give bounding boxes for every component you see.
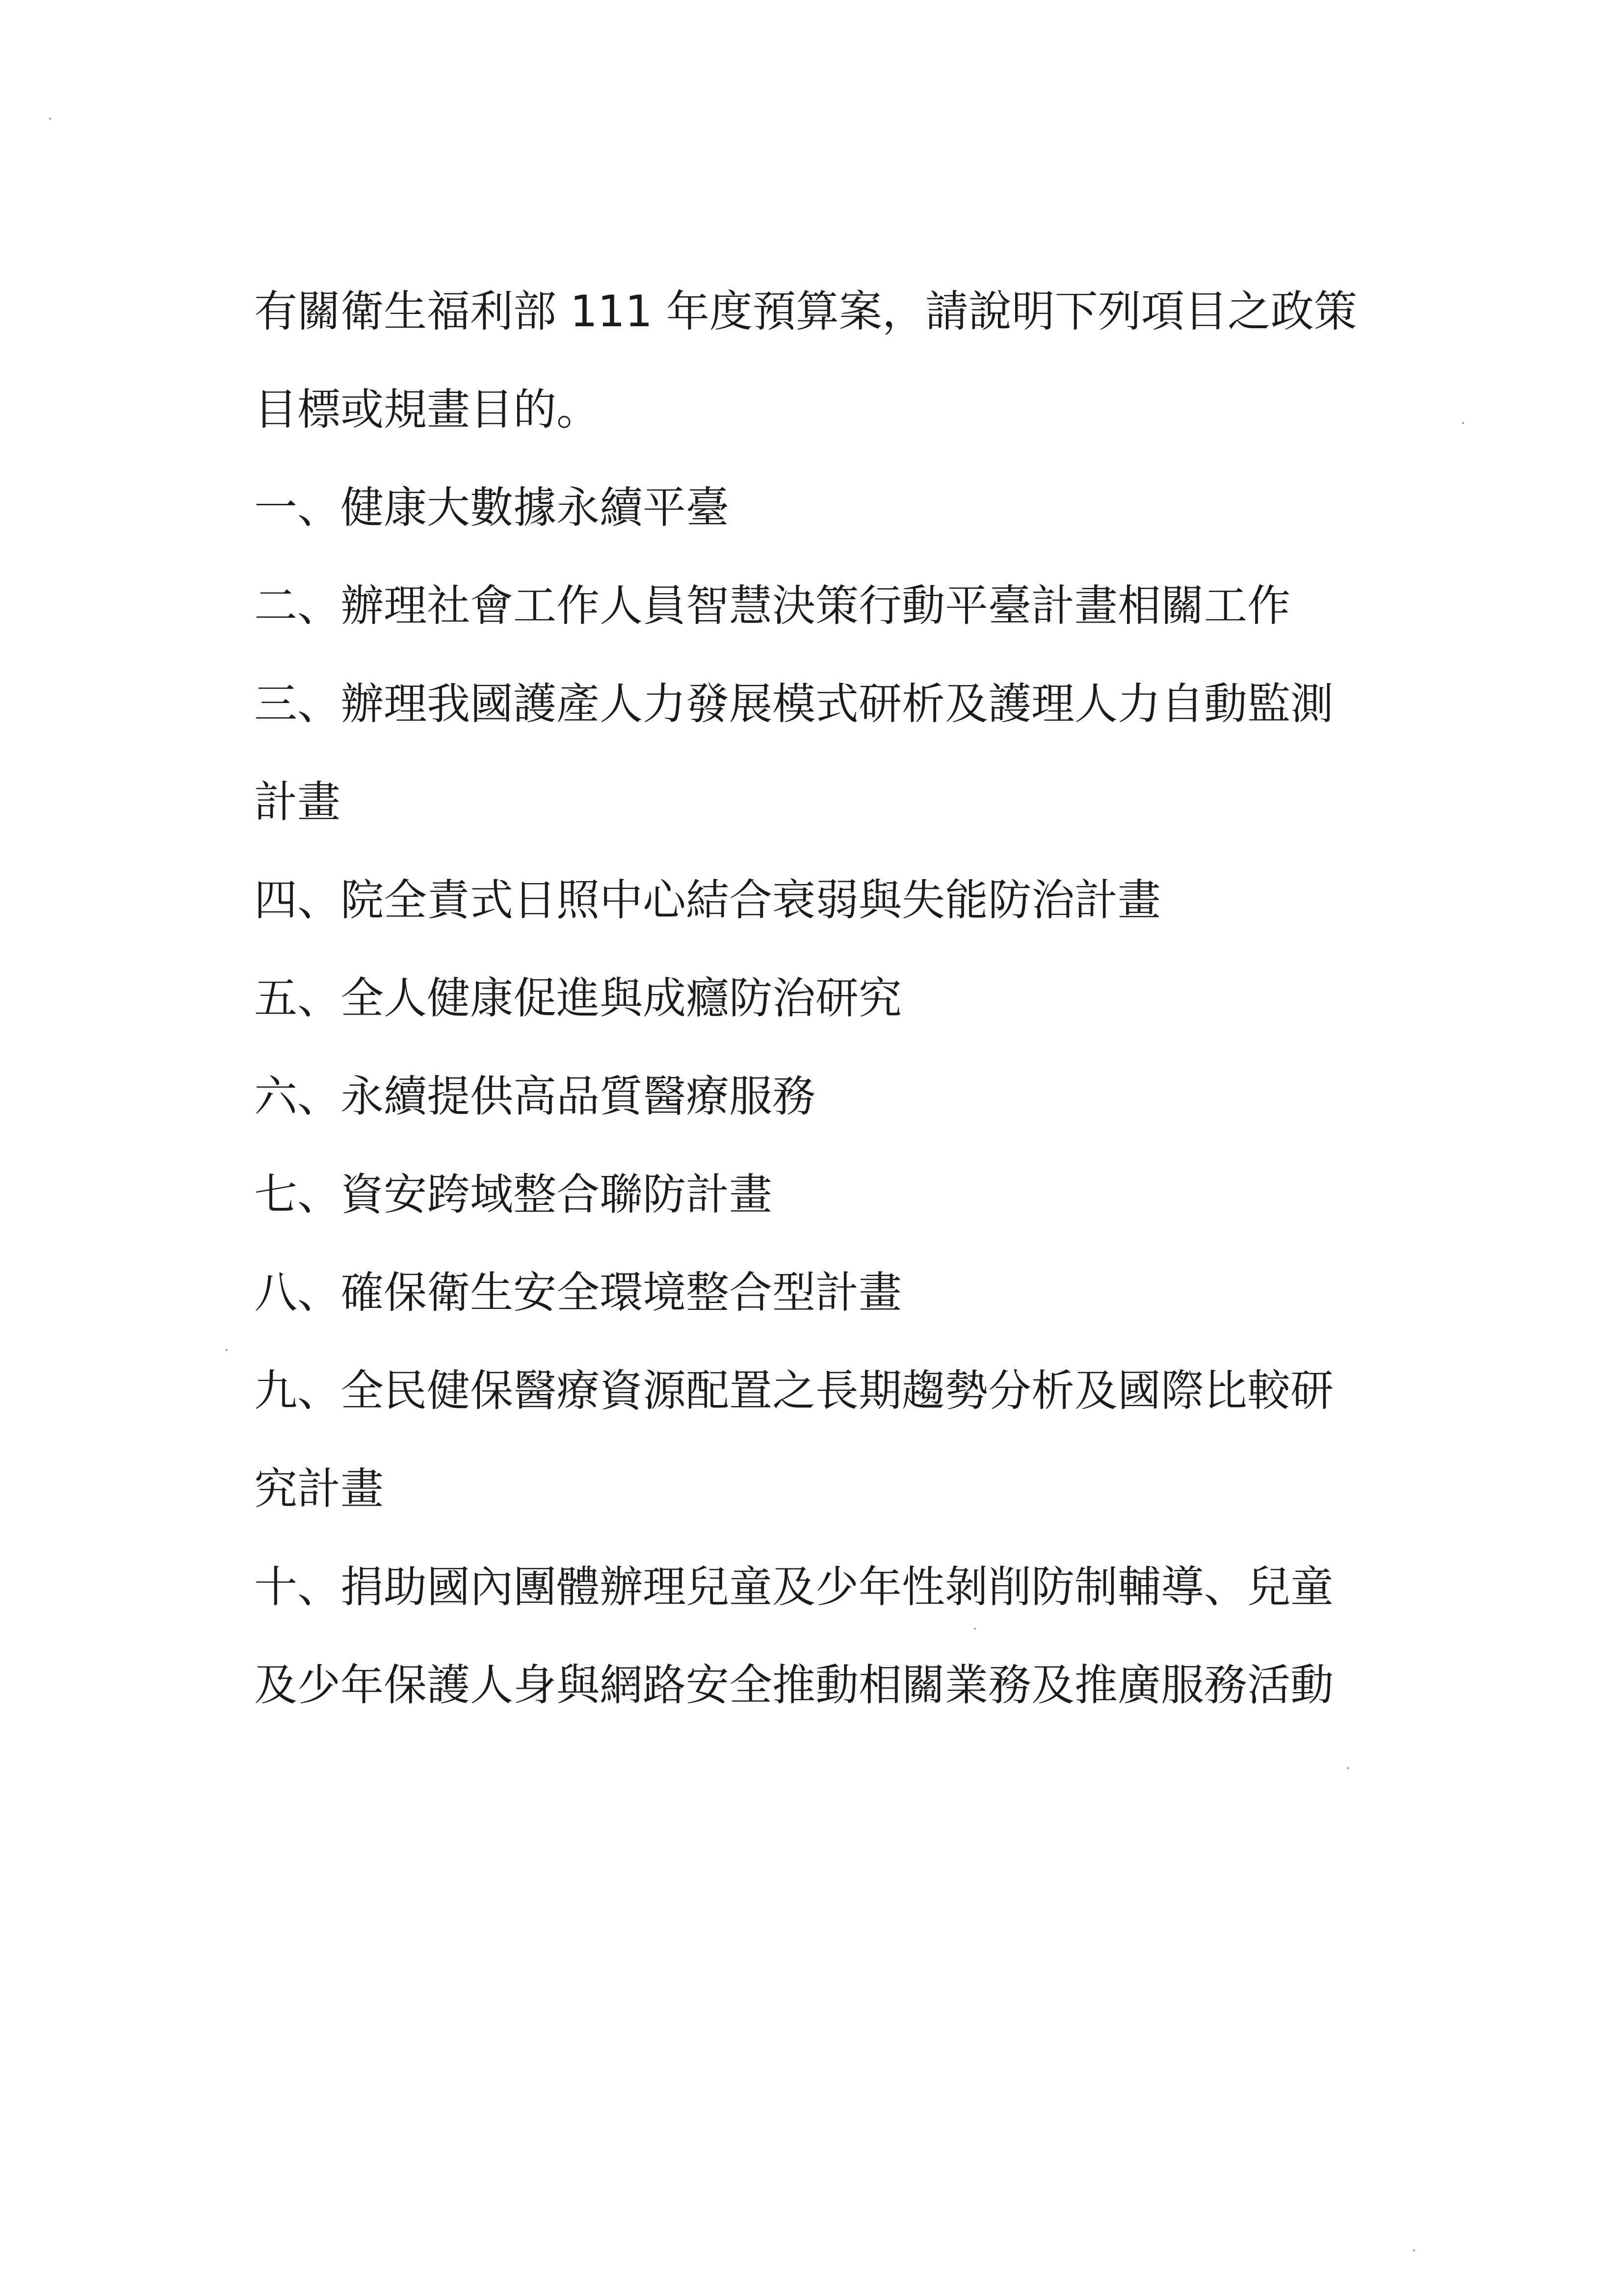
item-2: 二、辦理社會工作人員智慧決策行動平臺計畫相關工作 bbox=[254, 580, 1291, 631]
document-body bbox=[254, 287, 1397, 1759]
scan-speck bbox=[974, 1628, 976, 1630]
item-3-continued: 計畫 bbox=[254, 777, 341, 827]
item-10-continued: 及少年保護人身與網路安全推動相關業務及推廣服務活動 bbox=[254, 1660, 1334, 1710]
scan-speck bbox=[226, 1349, 228, 1351]
scan-speck bbox=[49, 118, 51, 120]
item-10: 十、捐助國內團體辦理兒童及少年性剝削防制輔導、兒童 bbox=[254, 1562, 1334, 1612]
item-3: 三、辦理我國護產人力發展模式研析及護理人力自動監測 bbox=[254, 678, 1334, 729]
item-8: 八、確保衛生安全環境整合型計畫 bbox=[254, 1267, 902, 1318]
item-6: 六、永續提供高品質醫療服務 bbox=[254, 1071, 816, 1122]
item-1: 一、健康大數據永續平臺 bbox=[254, 482, 730, 533]
intro-line-1: 有關衛生福利部 111 年度預算案，請說明下列項目之政策 bbox=[254, 286, 1357, 337]
scan-speck bbox=[1462, 422, 1464, 424]
item-4: 四、院全責式日照中心結合衰弱與失能防治計畫 bbox=[254, 875, 1161, 925]
intro-line-2: 目標或規畫目的。 bbox=[254, 384, 600, 435]
item-7: 七、資安跨域整合聯防計畫 bbox=[254, 1169, 773, 1220]
scan-speck bbox=[1347, 1767, 1349, 1769]
item-5: 五、全人健康促進與成癮防治研究 bbox=[254, 973, 902, 1023]
item-9-continued: 究計畫 bbox=[254, 1463, 384, 1514]
item-9: 九、全民健保醫療資源配置之長期趨勢分析及國際比較研 bbox=[254, 1365, 1334, 1416]
scan-speck bbox=[1413, 2249, 1415, 2251]
